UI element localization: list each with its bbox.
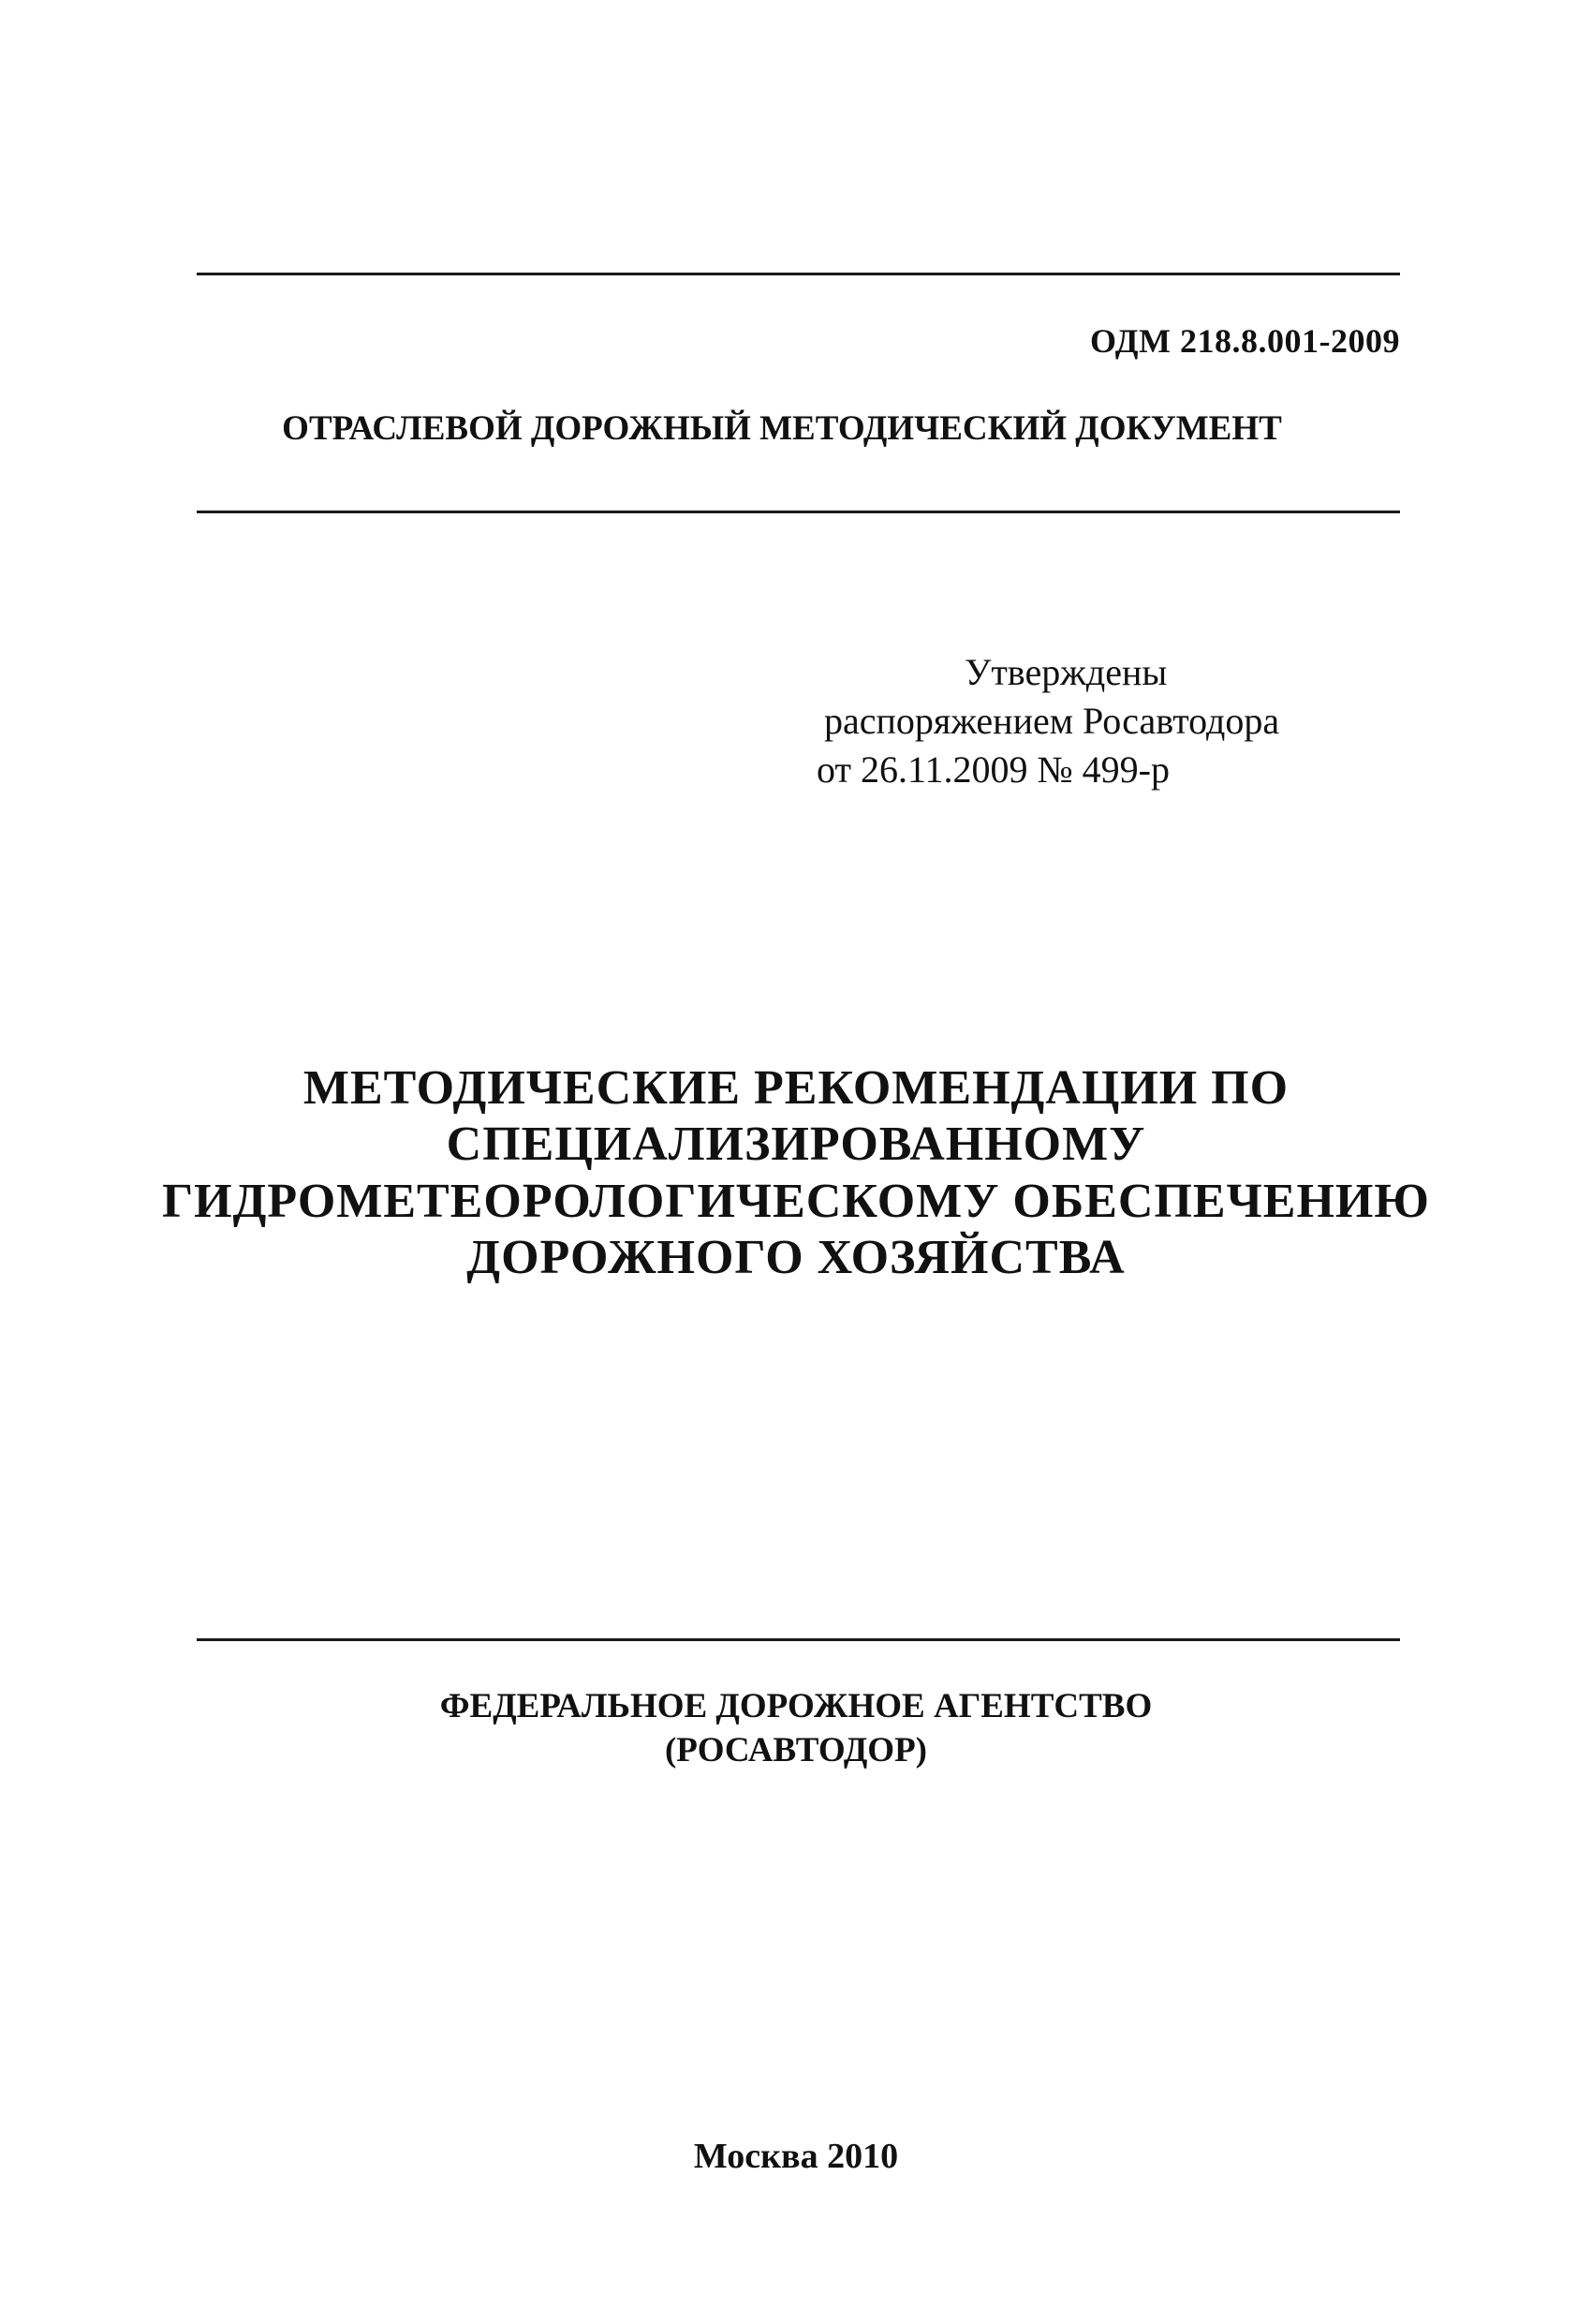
approval-block: [805, 648, 1367, 794]
approval-line-3: от 26.11.2009 № 499-р: [817, 748, 1170, 791]
top-rule: [197, 273, 1400, 275]
title-line-3: ГИДРОМЕТЕОРОЛОГИЧЕСКОМУ ОБЕСПЕЧЕНИЮ: [162, 1174, 1430, 1228]
agency-block: [0, 1685, 1592, 1772]
title-line-4: ДОРОЖНОГО ХОЗЯЙСТВА: [466, 1230, 1126, 1284]
header-bottom-rule: [197, 511, 1400, 513]
title-line-1: МЕТОДИЧЕСКИЕ РЕКОМЕНДАЦИИ ПО: [302, 1061, 1290, 1115]
agency-abbreviation: (РОСАВТОДОР): [664, 1730, 927, 1769]
agency-top-rule: [197, 1638, 1400, 1641]
place-and-year: Москва 2010: [693, 2137, 899, 2176]
document-code: ОДМ 218.8.001-2009: [1090, 322, 1400, 360]
approval-line-1: Утверждены: [965, 651, 1168, 693]
agency-name: ФЕДЕРАЛЬНОЕ ДОРОЖНОЕ АГЕНТСТВО: [439, 1687, 1153, 1725]
approval-line-2: распоряжением Росавтодора: [824, 700, 1280, 742]
document-title: [0, 1060, 1592, 1286]
document-type: ОТРАСЛЕВОЙ ДОРОЖНЫЙ МЕТОДИЧЕСКИЙ ДОКУМЕНТ: [282, 409, 1282, 448]
title-line-2: СПЕЦИАЛИЗИРОВАННОМУ: [446, 1118, 1146, 1172]
